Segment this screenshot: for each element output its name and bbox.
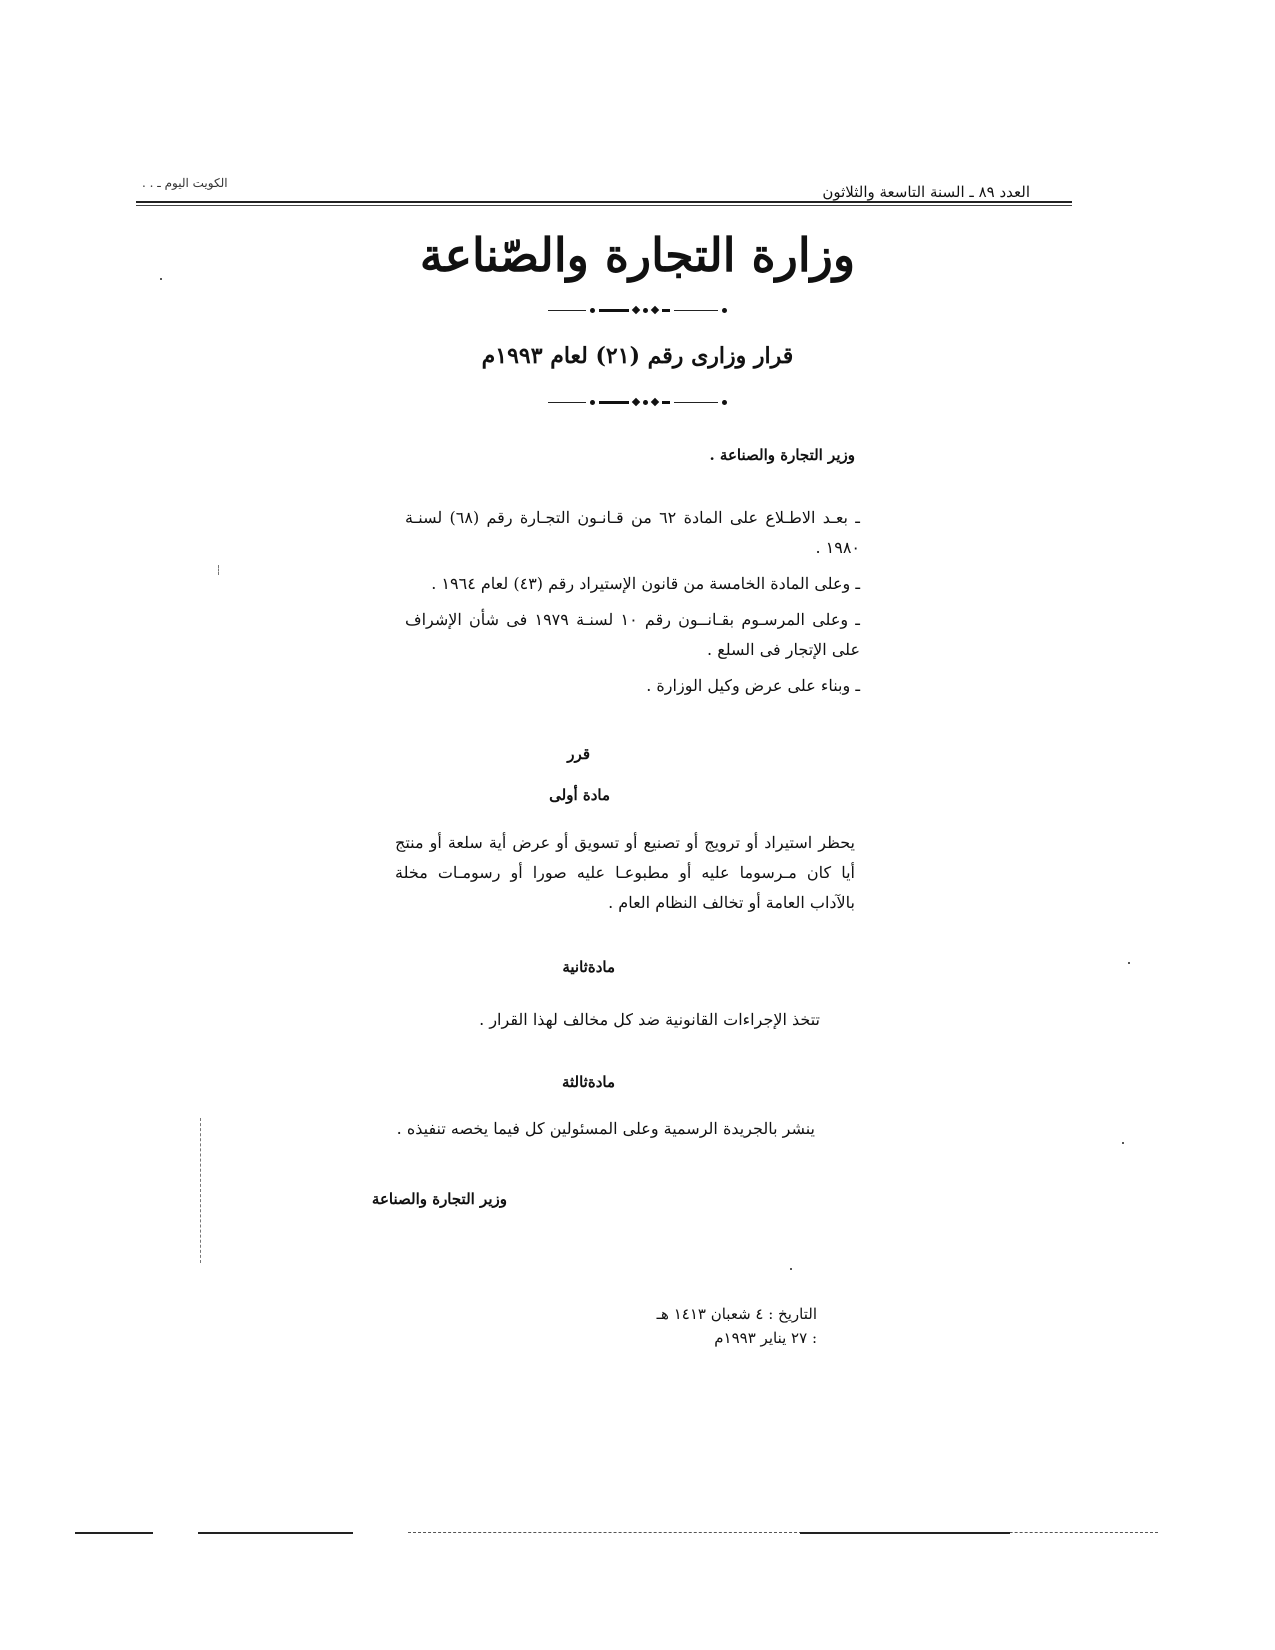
header-rule-secondary [136, 205, 1072, 206]
article-2-heading: مادةثانية [562, 958, 615, 976]
preamble-clause: ـ وعلى المرسـوم بقـانــون رقم ١٠ لسنـة ١٩٧٩ فى شأن الإشراف على الإتجار فى السلع . [405, 610, 860, 659]
scan-speck [1128, 962, 1130, 964]
ornament-divider-bottom [0, 398, 1275, 406]
minister-line-top: وزير التجارة والصناعة . [709, 446, 855, 464]
ornament-divider-top [0, 306, 1275, 314]
decision-heading: قرر [567, 745, 590, 763]
scan-artifact-mark [218, 565, 219, 575]
article-2-text: تتخذ الإجراءات القانونية ضد كل مخالف لهذا القرار . [479, 1010, 820, 1029]
minister-signature-line: وزير التجارة والصناعة [371, 1190, 507, 1208]
date-block [657, 1302, 817, 1350]
scan-speck [1122, 1142, 1124, 1144]
preamble [405, 503, 860, 707]
ministry-title: وزارة التجارة والصّناعة [419, 228, 856, 282]
article-1-heading: مادة أولى [549, 786, 610, 804]
bottom-rule-segment [408, 1532, 1158, 1533]
article-3-text: ينشر بالجريدة الرسمية وعلى المسئولين كل فيما يخصه تنفيذه . [396, 1119, 815, 1138]
scan-speck [160, 278, 162, 280]
date-gregorian: : ٢٧ يناير ١٩٩٣م [714, 1329, 817, 1347]
scan-speck [790, 1268, 792, 1270]
bottom-rule-segment [198, 1532, 353, 1534]
header-rule [136, 201, 1072, 203]
publication-name: الكويت اليوم ـ . . [142, 176, 228, 190]
scan-artifact-line [200, 1118, 201, 1263]
decree-title: قرار وزارى رقم (٢١) لعام ١٩٩٣م [481, 343, 794, 369]
issue-line: العدد ٨٩ ـ السنة التاسعة والثلاثون [822, 183, 1030, 201]
preamble-clause: ـ وعلى المادة الخامسة من قانون الإستيراد رقم (٤٣) لعام ١٩٦٤ . [431, 574, 860, 593]
article-1-text: يحظر استيراد أو ترويج أو تصنيع أو تسويق أو عرض أية سلعة أو منتج أيا كان مـرسوما عليه أو مطبوعـا عليه صورا أو رسومـات مخلة بالآداب العامة أو تخالف النظام العام . [395, 833, 855, 912]
preamble-clause: ـ بعـد الاطـلاع على المادة ٦٢ من قـانـون التجـارة رقم (٦٨) لسنـة ١٩٨٠ . [405, 508, 860, 557]
preamble-clause: ـ وبناء على عرض وكيل الوزارة . [646, 676, 860, 695]
bottom-rule-segment [800, 1532, 1010, 1534]
article-3-heading: مادةثالثة [561, 1073, 615, 1091]
bottom-rule-segment [75, 1532, 153, 1534]
date-hijri: التاريخ : ٤ شعبان ١٤١٣ هـ [656, 1305, 817, 1323]
